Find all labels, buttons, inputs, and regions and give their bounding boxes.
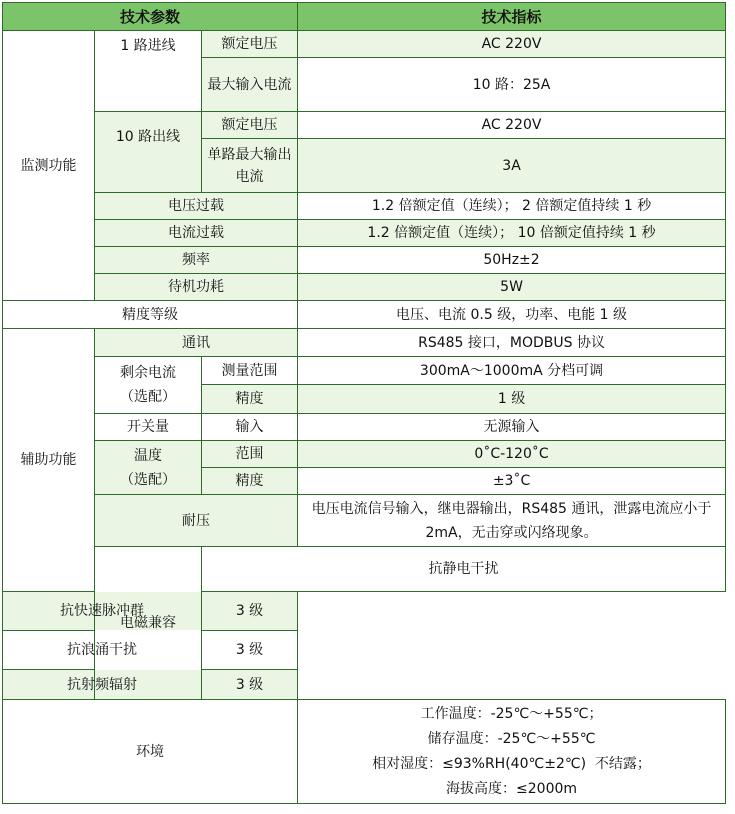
emc-item-label: 抗射频辐射 [3, 670, 202, 700]
out-line-label: 10 路出线 [95, 112, 202, 193]
residual-range-value: 300mA～1000mA 分档可调 [298, 357, 726, 385]
switch-label: 开关量 [95, 414, 202, 441]
group-emc: 电磁兼容 [95, 547, 202, 700]
accuracy-value: 电压、电流 0.5 级，功率、电能 1 级 [298, 301, 726, 329]
env-line: 相对湿度：≤93%RH(40℃±2℃) 不结露； [372, 755, 651, 772]
emc-item-label: 抗静电干扰 [202, 547, 726, 592]
comm-label: 通讯 [95, 329, 298, 357]
temperature-label: 温度 （选配） [95, 441, 202, 495]
max-input-current-label: 最大输入电流 [202, 58, 298, 112]
residual-precision-label: 精度 [202, 385, 298, 414]
temperature-range-value: 0˚C-120˚C [298, 441, 726, 468]
temperature-range-label: 范围 [202, 441, 298, 468]
frequency-value: 50Hz±2 [298, 247, 726, 274]
residual-range-label: 测量范围 [202, 357, 298, 385]
spec-table [2, 2, 726, 804]
max-input-current-value: 10 路：25A [298, 58, 726, 112]
comm-value: RS485 接口，MODBUS 协议 [298, 329, 726, 357]
withstand-label: 耐压 [95, 495, 298, 547]
out-rated-voltage-value: AC 220V [298, 112, 726, 139]
max-output-current-label: 单路最大输出电流 [202, 139, 298, 193]
env-line: 储存温度：-25℃～+55℃ [427, 730, 596, 747]
voltage-overload-value: 1.2 倍额定值（连续）； 2 倍额定值持续 1 秒 [298, 193, 726, 220]
standby-power-value: 5W [298, 274, 726, 301]
in-line-label: 1 路进线 [95, 31, 202, 112]
max-output-current-value: 3A [298, 139, 726, 193]
group-aux: 辅助功能 [3, 329, 95, 592]
header-spec: 技术指标 [298, 3, 726, 31]
frequency-label: 频率 [95, 247, 298, 274]
emc-item-value: 3 级 [202, 592, 298, 631]
header-param: 技术参数 [3, 3, 298, 31]
in-rated-voltage-value: AC 220V [298, 31, 726, 58]
emc-item-label: 抗浪涌干扰 [3, 631, 202, 670]
temperature-precision-value: ±3˚C [298, 468, 726, 495]
emc-item-value: 3 级 [202, 670, 298, 700]
switch-value: 无源输入 [298, 414, 726, 441]
temperature-precision-label: 精度 [202, 468, 298, 495]
in-rated-voltage-label: 额定电压 [202, 31, 298, 58]
residual-label: 剩余电流 （选配） [95, 357, 202, 414]
emc-item-value: 3 级 [202, 631, 298, 670]
current-overload-label: 电流过载 [95, 220, 298, 247]
group-monitor: 监测功能 [3, 31, 95, 301]
withstand-value: 电压电流信号输入，继电器输出，RS485 通讯，泄露电流应小于 2mA，无击穿或闪络现象。 [298, 495, 726, 547]
accuracy-label: 精度等级 [3, 301, 298, 329]
current-overload-value: 1.2 倍额定值（连续）； 10 倍额定值持续 1 秒 [298, 220, 726, 247]
emc-item-label: 抗快速脉冲群 [3, 592, 202, 631]
out-rated-voltage-label: 额定电压 [202, 112, 298, 139]
env-line: 工作温度：-25℃～+55℃； [420, 705, 603, 722]
env-value [298, 700, 726, 804]
residual-precision-value: 1 级 [298, 385, 726, 414]
switch-sub-label: 输入 [202, 414, 298, 441]
standby-power-label: 待机功耗 [95, 274, 298, 301]
env-label: 环境 [3, 700, 298, 804]
voltage-overload-label: 电压过载 [95, 193, 298, 220]
env-line: 海拔高度：≤2000m [446, 780, 578, 797]
